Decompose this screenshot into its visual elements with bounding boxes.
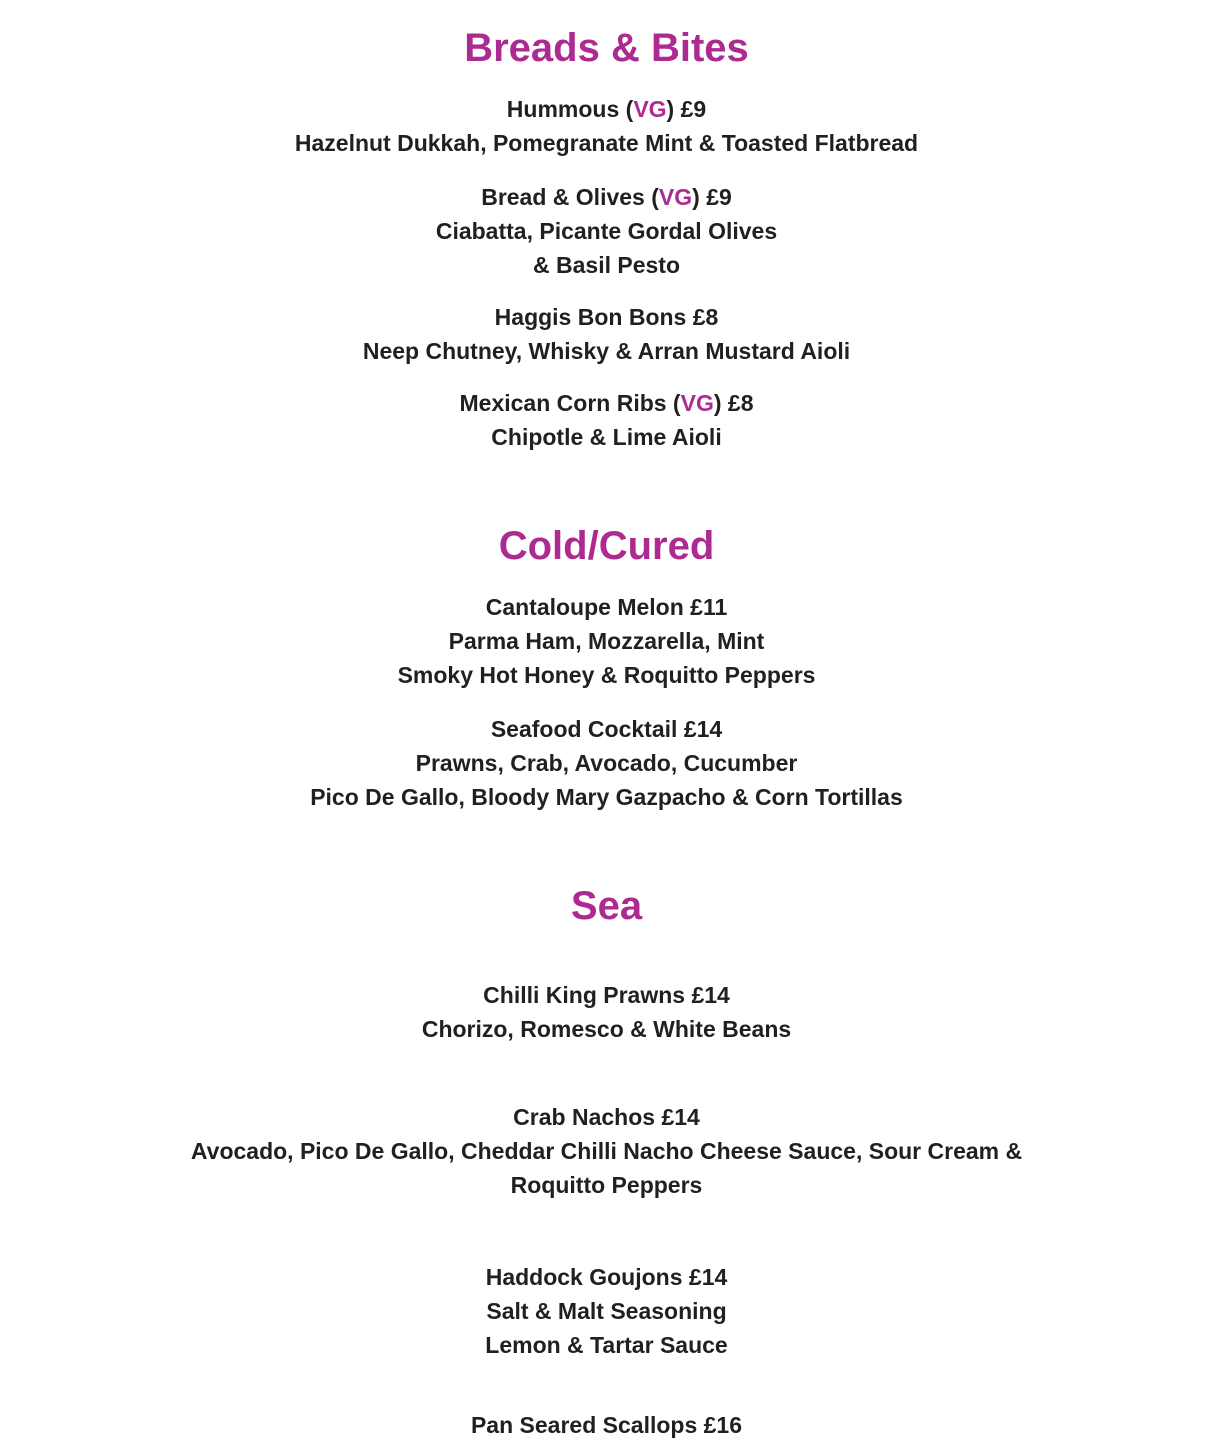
menu-item-cantaloupe-melon	[150, 590, 1063, 692]
item-price: £8	[692, 304, 719, 330]
menu-item-haggis-bon-bons	[150, 300, 1063, 368]
item-price: £9	[680, 96, 707, 122]
vegan-badge: VG	[658, 184, 693, 210]
menu-item-title	[150, 1260, 1063, 1294]
section-heading-cold-cured: Cold/Cured	[498, 524, 715, 568]
item-name: Bread & Olives	[481, 184, 645, 210]
menu-item-chilli-king-prawns	[150, 978, 1063, 1046]
item-description: Lemon & Tartar Sauce	[485, 1332, 728, 1358]
item-price: £14	[691, 982, 730, 1008]
section-heading-breads-bites: Breads & Bites	[464, 26, 749, 70]
menu-item-haddock-goujons	[150, 1260, 1063, 1362]
item-description: Smoky Hot Honey & Roquitto Peppers	[397, 662, 816, 688]
item-name: Crab Nachos	[513, 1104, 656, 1130]
item-description: Prawns, Crab, Avocado, Cucumber	[415, 750, 798, 776]
menu-item-title: Bread & Olives (VG) £9	[481, 184, 732, 210]
item-price: £9	[706, 184, 732, 210]
item-description: Salt & Malt Seasoning	[486, 1298, 727, 1324]
item-name: Chilli King Prawns	[483, 982, 686, 1008]
menu-item-crab-nachos	[150, 1100, 1063, 1202]
item-description: Chipotle & Lime Aioli	[491, 424, 722, 450]
item-description: Ciabatta, Picante Gordal Olives	[435, 218, 778, 244]
item-price: £14	[661, 1104, 700, 1130]
menu-item-title	[150, 712, 1063, 746]
menu-item-pan-seared-scallops	[150, 1408, 1063, 1442]
item-price: £14	[688, 1264, 728, 1290]
item-name: Seafood Cocktail	[490, 716, 678, 742]
item-description: Hazelnut Dukkah, Pomegranate Mint & Toasted Flatbread	[294, 130, 919, 156]
menu-item-title	[150, 300, 1063, 334]
menu-item-title	[150, 978, 1063, 1012]
item-description: & Basil Pesto	[533, 252, 680, 278]
item-price: £8	[727, 390, 754, 416]
vegan-badge: VG	[680, 390, 714, 416]
item-name: Haddock Goujons	[485, 1264, 683, 1290]
menu-item-title	[150, 590, 1063, 624]
menu-item-seafood-cocktail	[150, 712, 1063, 814]
item-name: Cantaloupe Melon	[485, 594, 684, 620]
menu-item-title: Hummous (VG) £9	[506, 96, 707, 122]
item-description: Parma Ham, Mozzarella, Mint	[448, 628, 765, 654]
menu-item-title	[150, 1408, 1063, 1442]
item-price: £16	[703, 1412, 743, 1438]
item-description: Neep Chutney, Whisky & Arran Mustard Aioli	[362, 338, 851, 364]
item-price: £11	[690, 594, 728, 620]
vegan-badge: VG	[633, 96, 667, 122]
section-heading-sea: Sea	[570, 884, 643, 928]
item-price: £14	[683, 716, 723, 742]
menu-item-title	[150, 1100, 1063, 1134]
item-description: Avocado, Pico De Gallo, Cheddar Chilli Nacho Cheese Sauce, Sour Cream & Roquitto Peppers	[190, 1138, 1023, 1198]
item-description: Chorizo, Romesco & White Beans	[421, 1016, 792, 1042]
menu-item-title: Mexican Corn Ribs (VG) £8	[459, 390, 754, 416]
menu-item-bread-olives	[150, 180, 1063, 282]
menu-item-hummous	[150, 92, 1063, 160]
item-name: Pan Seared Scallops	[470, 1412, 698, 1438]
item-name: Haggis Bon Bons	[494, 304, 687, 330]
item-description: Pico De Gallo, Bloody Mary Gazpacho & Corn Tortillas	[310, 784, 903, 810]
item-name: Mexican Corn Ribs	[459, 390, 667, 416]
menu-item-mexican-corn-ribs	[150, 386, 1063, 454]
item-name: Hummous	[506, 96, 620, 122]
